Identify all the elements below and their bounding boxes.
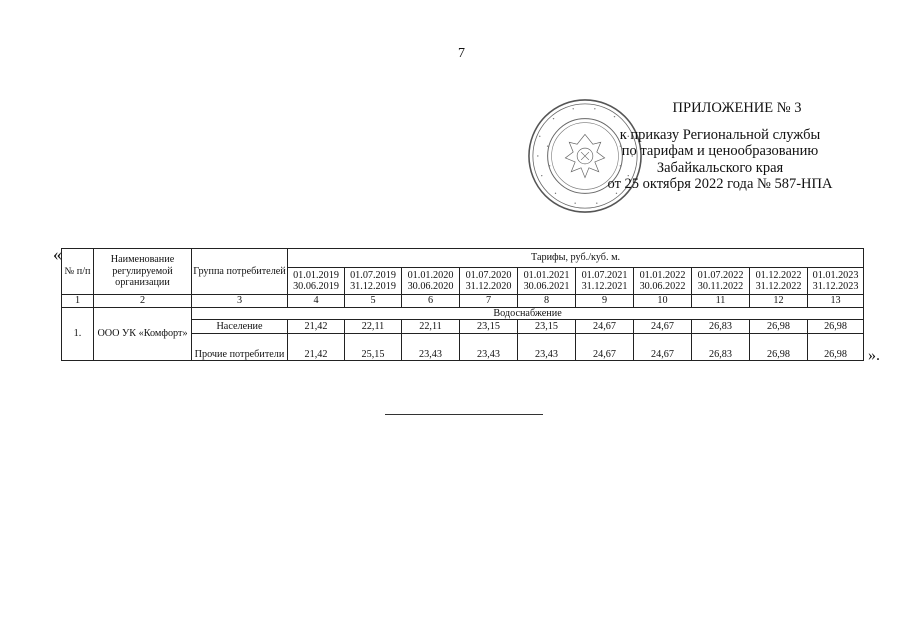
period-header: 01.07.2020 31.12.2020 xyxy=(460,268,518,295)
page-number: 7 xyxy=(458,46,465,61)
column-index: 7 xyxy=(460,295,518,308)
tariff-value: 23,43 xyxy=(460,334,518,361)
period-header: 01.12.2022 31.12.2022 xyxy=(750,268,808,295)
column-index: 11 xyxy=(692,295,750,308)
tariff-value: 22,11 xyxy=(402,320,460,334)
tariff-value: 24,67 xyxy=(576,334,634,361)
column-index: 12 xyxy=(750,295,808,308)
tariff-value: 23,15 xyxy=(518,320,576,334)
tariff-value: 23,15 xyxy=(460,320,518,334)
tariff-value: 25,15 xyxy=(345,334,402,361)
period-header: 01.01.2020 30.06.2020 xyxy=(402,268,460,295)
tariff-value: 22,11 xyxy=(345,320,402,334)
footer-divider xyxy=(385,414,543,415)
column-index: 5 xyxy=(345,295,402,308)
row-number: 1. xyxy=(62,307,94,361)
closing-quote: ». xyxy=(868,347,880,364)
tariff-value: 26,98 xyxy=(808,334,864,361)
period-header: 01.01.2021 30.06.2021 xyxy=(518,268,576,295)
period-header: 01.01.2022 30.06.2022 xyxy=(634,268,692,295)
organization-name: ООО УК «Комфорт» xyxy=(94,307,192,361)
service-type: Водоснабжение xyxy=(192,307,864,320)
tariff-value: 26,98 xyxy=(808,320,864,334)
column-index: 13 xyxy=(808,295,864,308)
column-index: 8 xyxy=(518,295,576,308)
tariff-value: 24,67 xyxy=(634,320,692,334)
appendix-title: ПРИЛОЖЕНИЕ № 3 xyxy=(672,100,802,116)
period-header: 01.01.2019 30.06.2019 xyxy=(288,268,345,295)
tariff-value: 21,42 xyxy=(288,320,345,334)
tariff-table xyxy=(61,248,864,361)
period-header: 01.07.2021 31.12.2021 xyxy=(576,268,634,295)
period-header: 01.07.2019 31.12.2019 xyxy=(345,268,402,295)
column-index: 9 xyxy=(576,295,634,308)
column-index: 3 xyxy=(192,295,288,308)
opening-quote: « xyxy=(53,244,62,264)
consumer-group: Прочие потребители xyxy=(192,334,288,361)
tariff-value: 26,83 xyxy=(692,334,750,361)
column-index: 2 xyxy=(94,295,192,308)
tariff-value: 23,43 xyxy=(402,334,460,361)
header-num: № п/п xyxy=(62,249,94,295)
column-index: 6 xyxy=(402,295,460,308)
column-index: 4 xyxy=(288,295,345,308)
tariff-value: 26,98 xyxy=(750,334,808,361)
header-org: Наименование регулируемой организации xyxy=(94,249,192,295)
period-header: 01.01.2023 31.12.2023 xyxy=(808,268,864,295)
period-header: 01.07.2022 30.11.2022 xyxy=(692,268,750,295)
tariff-value: 26,98 xyxy=(750,320,808,334)
consumer-group: Население xyxy=(192,320,288,334)
header-tariffs: Тарифы, руб./куб. м. xyxy=(288,249,864,268)
appendix-line-1: к приказу Региональной службы xyxy=(619,126,821,143)
tariff-value: 24,67 xyxy=(634,334,692,361)
tariff-value: 23,43 xyxy=(518,334,576,361)
tariff-value: 24,67 xyxy=(576,320,634,334)
column-index: 1 xyxy=(62,295,94,308)
header-group: Группа потребителей xyxy=(192,249,288,295)
column-index-row xyxy=(62,295,864,308)
appendix-header xyxy=(560,100,880,193)
tariff-value: 21,42 xyxy=(288,334,345,361)
appendix-line-4: от 25 октября 2022 года № 587-НПА xyxy=(607,176,833,192)
appendix-line-3: Забайкальского края xyxy=(656,159,784,176)
column-index: 10 xyxy=(634,295,692,308)
tariff-value: 26,83 xyxy=(692,320,750,334)
appendix-line-2: по тарифам и ценообразованию xyxy=(621,143,819,159)
